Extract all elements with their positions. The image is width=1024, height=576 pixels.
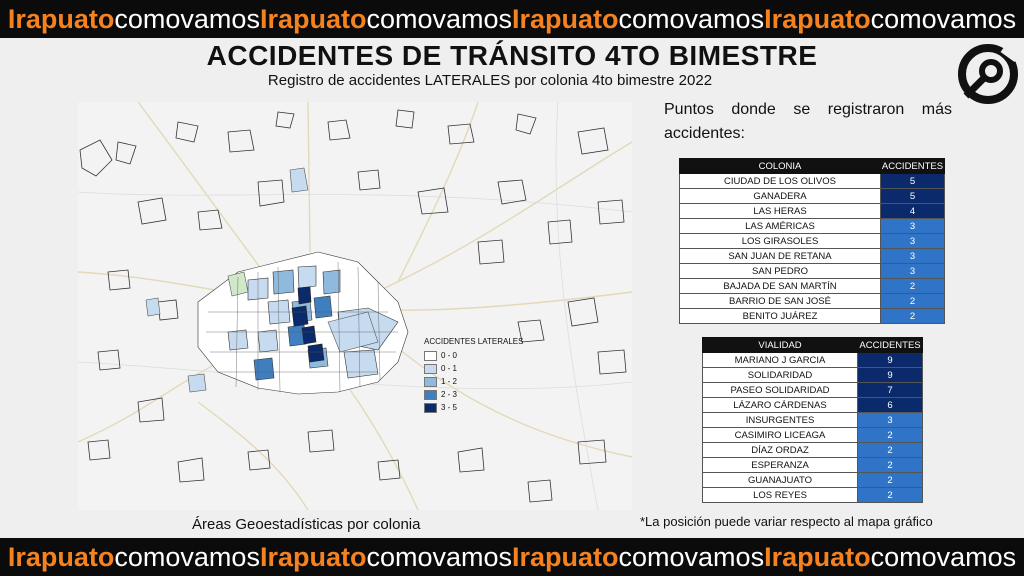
row-value: 2 bbox=[858, 443, 923, 458]
page-subtitle: Registro de accidentes LATERALES por colonia 4to bimestre 2022 bbox=[267, 72, 713, 89]
table-row bbox=[703, 353, 923, 368]
row-name: PASEO SOLIDARIDAD bbox=[703, 383, 858, 398]
legend-item bbox=[424, 401, 523, 414]
table-row bbox=[680, 219, 945, 234]
row-value: 6 bbox=[858, 398, 923, 413]
legend-label: 0 - 0 bbox=[441, 351, 458, 360]
page-title: ACCIDENTES DE TRÁNSITO 4TO BIMESTRE bbox=[206, 40, 818, 71]
row-value: 4 bbox=[881, 204, 945, 219]
table-row bbox=[680, 234, 945, 249]
row-name: SAN PEDRO bbox=[680, 264, 881, 279]
row-name: DÍAZ ORDAZ bbox=[703, 443, 858, 458]
row-value: 2 bbox=[881, 294, 945, 309]
row-name: BENITO JUÁREZ bbox=[680, 309, 881, 324]
table-row bbox=[680, 279, 945, 294]
top-banner bbox=[0, 0, 1024, 38]
row-name: GANADERA bbox=[680, 189, 881, 204]
table-row bbox=[703, 488, 923, 503]
legend-label: 2 - 3 bbox=[441, 390, 458, 399]
table-row bbox=[680, 174, 945, 189]
row-name: LAS AMÉRICAS bbox=[680, 219, 881, 234]
row-value: 2 bbox=[881, 309, 945, 324]
legend-label: 1 - 2 bbox=[441, 377, 458, 386]
banner-word: Irapuato bbox=[7, 542, 115, 572]
row-name: MARIANO J GARCIA bbox=[703, 353, 858, 368]
map-caption: Áreas Geoestadísticas por colonia bbox=[192, 516, 421, 533]
table-row bbox=[680, 249, 945, 264]
row-value: 3 bbox=[881, 249, 945, 264]
row-name: LÁZARO CÁRDENAS bbox=[703, 398, 858, 413]
legend-swatch bbox=[424, 390, 437, 400]
legend-item bbox=[424, 362, 523, 375]
table-header-row bbox=[680, 159, 945, 174]
row-value: 3 bbox=[858, 413, 923, 428]
legend-swatch bbox=[424, 377, 437, 387]
row-value: 7 bbox=[858, 383, 923, 398]
banner-word: comovamos bbox=[366, 542, 512, 572]
row-value: 9 bbox=[858, 368, 923, 383]
banner-word: comovamos bbox=[870, 542, 1017, 572]
banner-word: comovamos bbox=[618, 4, 765, 34]
column-header: VIALIDAD bbox=[703, 338, 858, 353]
table-row bbox=[680, 309, 945, 324]
legend-label: 3 - 5 bbox=[441, 403, 458, 412]
map-legend bbox=[424, 337, 523, 414]
table-row bbox=[680, 204, 945, 219]
row-name: INSURGENTES bbox=[703, 413, 858, 428]
banner-word: Irapuato bbox=[259, 4, 367, 34]
row-name: SAN JUAN DE RETANA bbox=[680, 249, 881, 264]
table-row bbox=[680, 264, 945, 279]
table-row bbox=[680, 189, 945, 204]
table-row bbox=[703, 383, 923, 398]
row-name: LOS GIRASOLES bbox=[680, 234, 881, 249]
legend-item bbox=[424, 349, 523, 362]
banner-word: comovamos bbox=[366, 4, 512, 34]
row-name: LOS REYES bbox=[703, 488, 858, 503]
table-row bbox=[703, 458, 923, 473]
row-value: 5 bbox=[881, 189, 945, 204]
legend-swatch bbox=[424, 403, 437, 413]
banner-word: Irapuato bbox=[259, 542, 367, 572]
table-row bbox=[703, 368, 923, 383]
legend-label: 0 - 1 bbox=[441, 364, 458, 373]
legend-swatch bbox=[424, 351, 437, 361]
banner-word: comovamos bbox=[114, 542, 260, 572]
table-row bbox=[703, 428, 923, 443]
column-header: ACCIDENTES bbox=[859, 339, 921, 351]
legend-swatch bbox=[424, 364, 437, 374]
banner-word: Irapuato bbox=[764, 4, 871, 34]
points-heading bbox=[664, 98, 952, 146]
position-note: *La posición puede variar respecto al mapa gráfico bbox=[640, 514, 933, 529]
row-name: LAS HERAS bbox=[680, 204, 881, 219]
banner-word: Irapuato bbox=[512, 542, 619, 572]
city-map bbox=[78, 102, 632, 510]
table-row bbox=[703, 398, 923, 413]
row-value: 2 bbox=[858, 428, 923, 443]
banner-word: comovamos bbox=[114, 4, 260, 34]
legend-item bbox=[424, 375, 523, 388]
banner-word: comovamos bbox=[870, 4, 1017, 34]
legend-item bbox=[424, 388, 523, 401]
comovamos-logo-icon bbox=[958, 44, 1018, 104]
column-header: COLONIA bbox=[680, 159, 881, 174]
table-row bbox=[703, 443, 923, 458]
banner-word: Irapuato bbox=[7, 4, 115, 34]
row-value: 9 bbox=[858, 353, 923, 368]
bottom-banner bbox=[0, 538, 1024, 576]
points-heading-line: Puntos donde se registraron más bbox=[664, 101, 952, 118]
table-row bbox=[703, 473, 923, 488]
points-heading-line: accidentes: bbox=[664, 125, 745, 142]
row-value: 2 bbox=[858, 473, 923, 488]
row-name: BARRIO DE SAN JOSÉ bbox=[680, 294, 881, 309]
banner-word: Irapuato bbox=[764, 542, 871, 572]
colonias-table bbox=[679, 158, 945, 324]
row-value: 3 bbox=[881, 219, 945, 234]
row-value: 2 bbox=[858, 458, 923, 473]
banner-word: comovamos bbox=[618, 542, 765, 572]
table-header-row bbox=[703, 338, 923, 353]
row-value: 2 bbox=[881, 279, 945, 294]
column-header: ACCIDENTES bbox=[881, 160, 944, 172]
table-row bbox=[703, 413, 923, 428]
row-name: CASIMIRO LICEAGA bbox=[703, 428, 858, 443]
banner-word: Irapuato bbox=[512, 4, 619, 34]
table-row bbox=[680, 294, 945, 309]
row-value: 5 bbox=[881, 174, 945, 189]
legend-title: ACCIDENTES LATERALES bbox=[424, 337, 524, 346]
row-name: BAJADA DE SAN MARTÍN bbox=[680, 279, 881, 294]
row-name: GUANAJUATO bbox=[703, 473, 858, 488]
row-name: SOLIDARIDAD bbox=[703, 368, 858, 383]
row-value: 3 bbox=[881, 264, 945, 279]
map-graphic bbox=[78, 102, 632, 510]
row-name: ESPERANZA bbox=[703, 458, 858, 473]
row-value: 2 bbox=[858, 488, 923, 503]
row-name: CIUDAD DE LOS OLIVOS bbox=[680, 174, 881, 189]
vialidad-table bbox=[702, 337, 923, 503]
row-value: 3 bbox=[881, 234, 945, 249]
